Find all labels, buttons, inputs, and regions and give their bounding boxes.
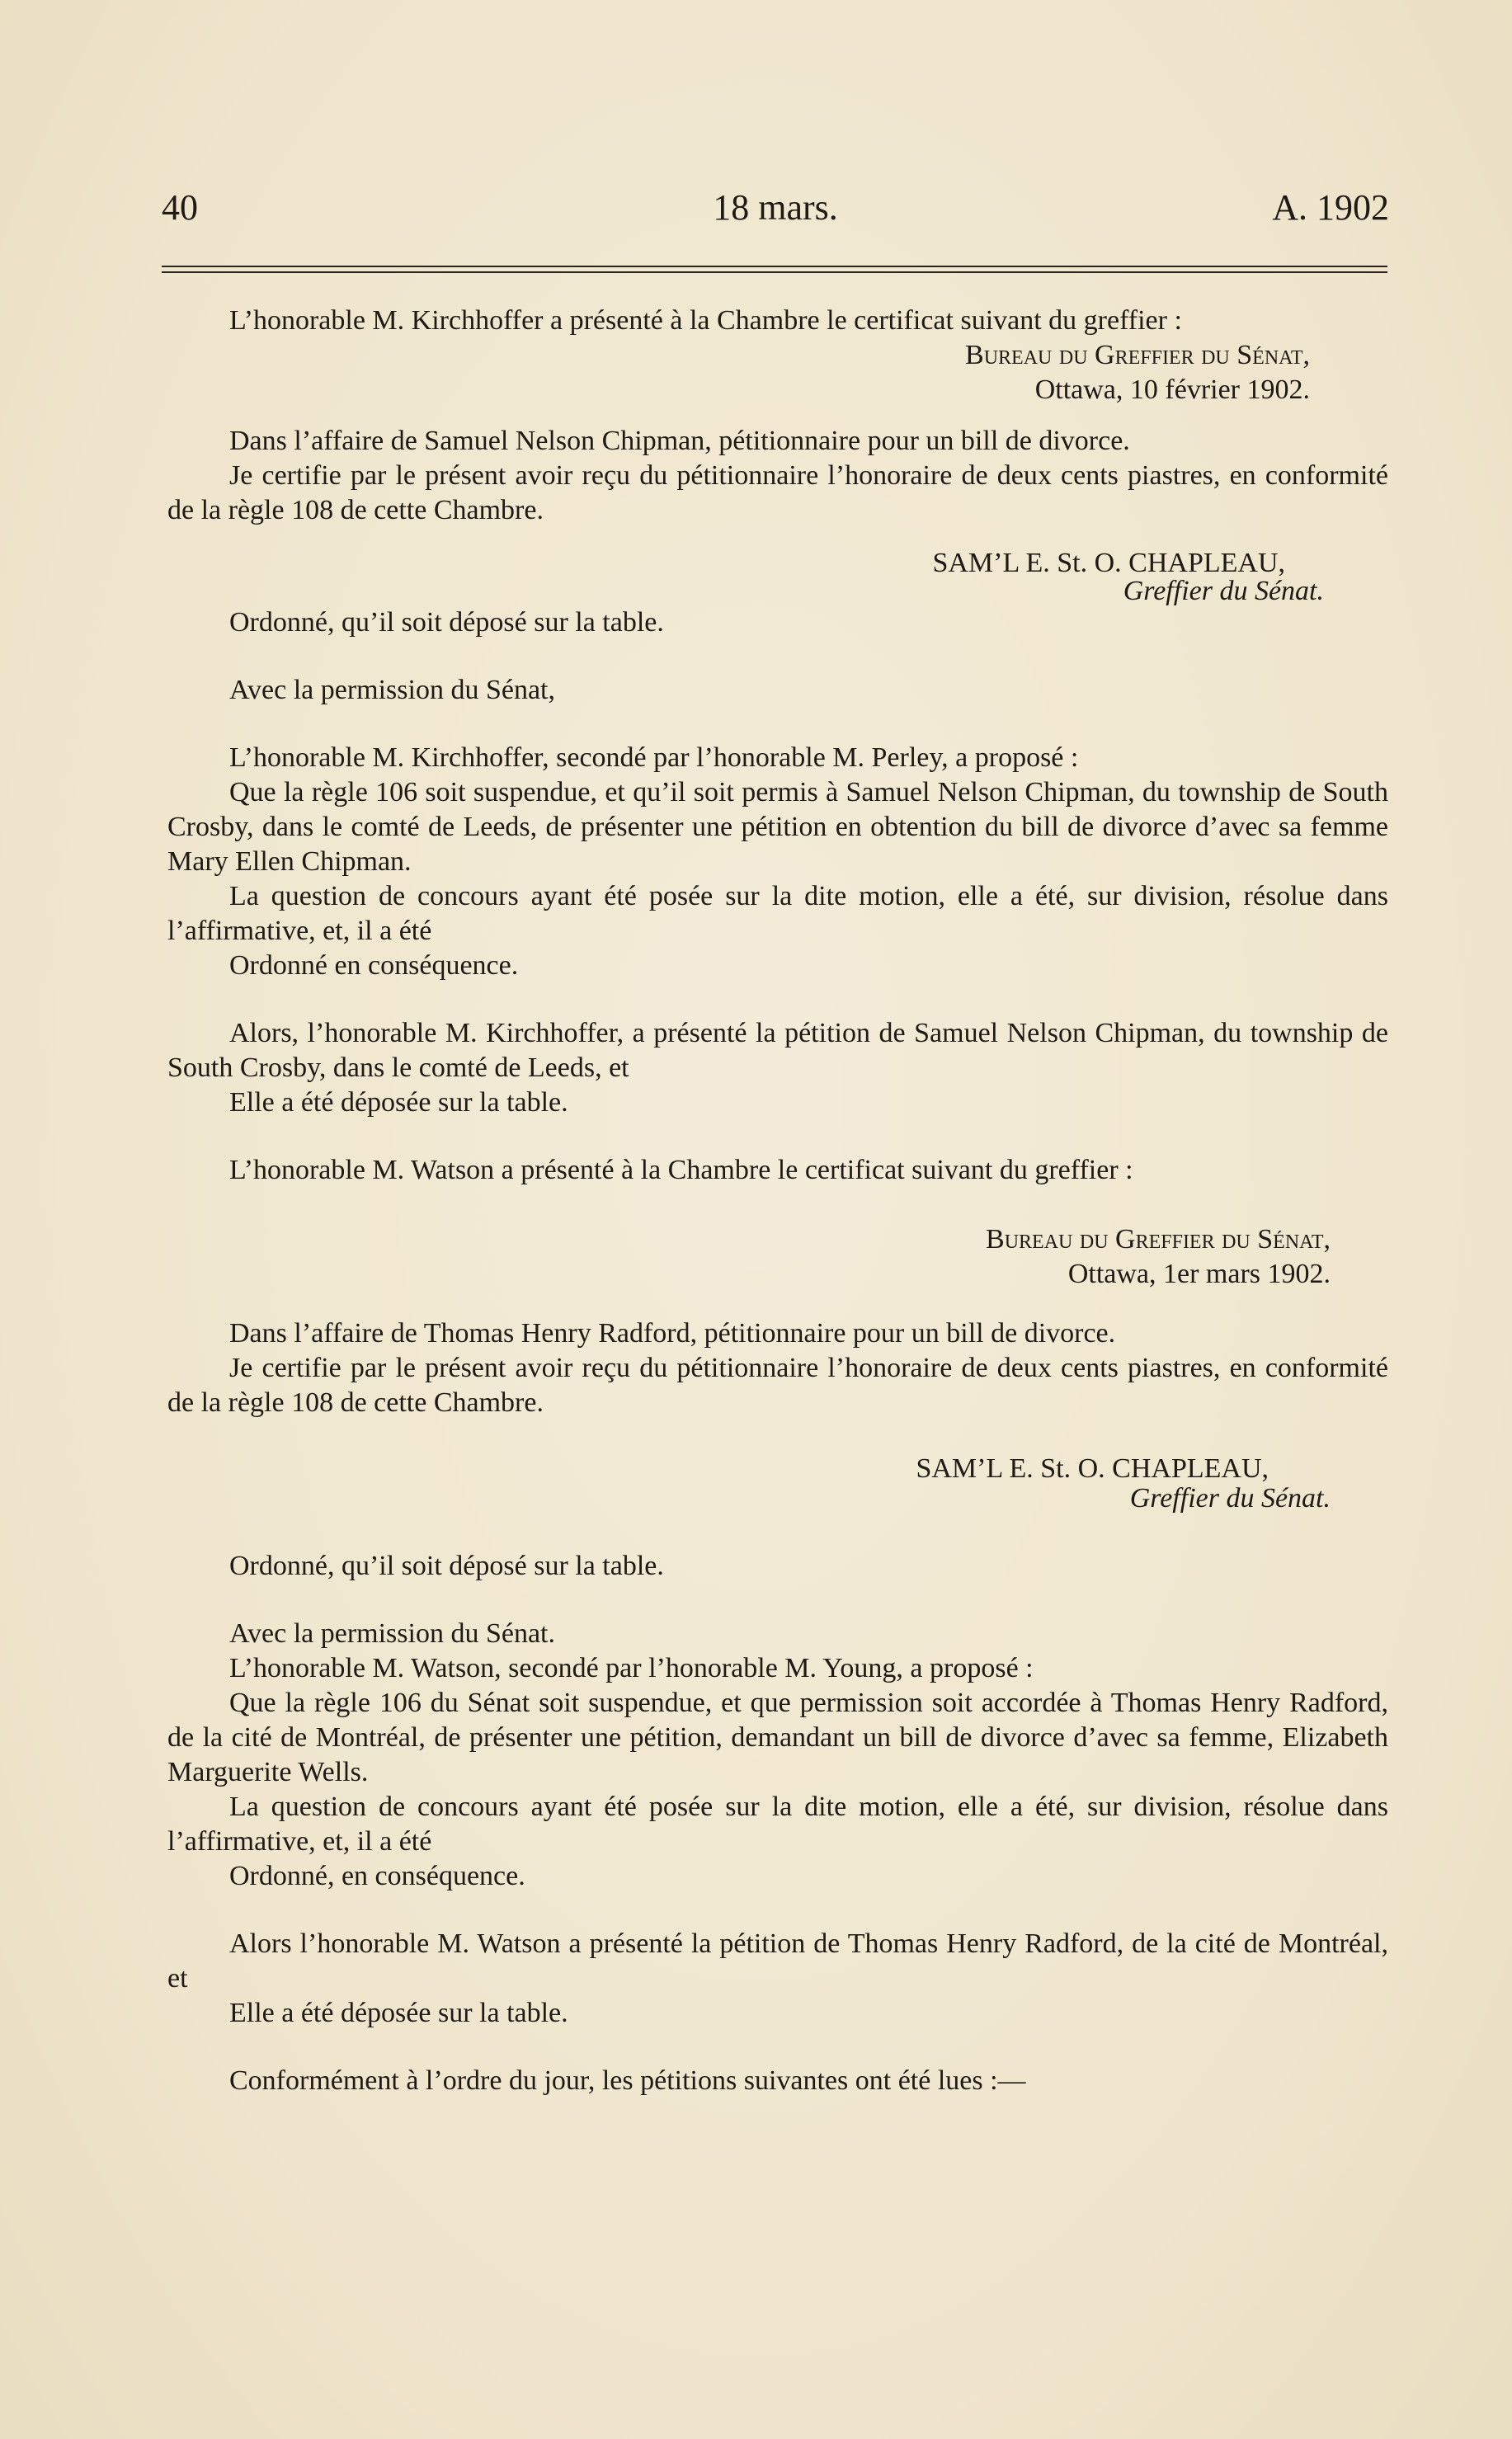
- signature: SAM’L E. St. O. CHAPLEAU,: [932, 548, 1285, 578]
- paragraph: L’honorable M. Kirchhoffer a présenté à la Chambre le certificat suivant du greffier :: [229, 305, 1182, 336]
- paragraph: L’honorable M. Kirchhoffer, secondé par l’honorable M. Perley, a proposé :: [229, 742, 1079, 773]
- paragraph: Ordonné, en conséquence.: [229, 1861, 525, 1891]
- paragraph: Elle a été déposée sur la table.: [229, 1087, 568, 1118]
- header-rule-bottom: [162, 271, 1387, 273]
- certificate-place-date: Ottawa, 1er mars 1902.: [1067, 1259, 1331, 1289]
- paragraph: Ordonné en conséquence.: [229, 950, 519, 981]
- paragraph: Avec la permission du Sénat.: [229, 1618, 556, 1649]
- certificate-text: Dans l’affaire de Thomas Henry Radford, pétitionnaire pour un bill de divorce.: [229, 1318, 1116, 1349]
- certificate-text: Je certifie par le présent avoir reçu du pétitionnaire l’honoraire de deux cents piastres, en conformité de la règle 108 de cette Chambre.: [167, 1353, 1388, 1418]
- paragraph: Elle a été déposée sur la table.: [229, 1998, 568, 2028]
- certificate-place-date: Ottawa, 10 février 1902.: [1034, 374, 1310, 405]
- signature: SAM’L E. St. O. CHAPLEAU,: [916, 1453, 1269, 1484]
- page-header: [162, 183, 1389, 233]
- paragraph: L’honorable M. Watson a présenté à la Chambre le certificat suivant du greffier :: [229, 1155, 1133, 1185]
- header-year: A. 1902: [1272, 187, 1389, 228]
- header-date: 18 mars.: [713, 187, 838, 228]
- signature-title: Greffier du Sénat.: [1129, 1483, 1331, 1514]
- signature-title: Greffier du Sénat.: [1123, 576, 1324, 606]
- paragraph: Alors l’honorable M. Watson a présenté la pétition de Thomas Henry Radford, de la cité de Montréal, et: [167, 1928, 1388, 1994]
- certificate-text: Je certifie par le présent avoir reçu du pétitionnaire l’honoraire de deux cents piastres, en conformité de la règle 108 de cette Chambre.: [167, 460, 1388, 525]
- certificate-office: Bureau du Greffier du Sénat,: [965, 340, 1310, 370]
- paragraph: Alors, l’honorable M. Kirchhoffer, a présenté la pétition de Samuel Nelson Chipman, du township de South Crosby, dans le comté de Leeds, et: [167, 1018, 1388, 1083]
- paragraph: La question de concours ayant été posée sur la dite motion, elle a été, sur division, résolue dans l’affirmative, et, il a été: [167, 1792, 1388, 1857]
- paragraph: Avec la permission du Sénat,: [229, 675, 556, 705]
- header-rule-top: [162, 266, 1387, 267]
- page-number: 40: [162, 187, 198, 228]
- document-body: [167, 304, 1388, 2098]
- certificate-office: Bureau du Greffier du Sénat,: [986, 1224, 1331, 1255]
- paragraph: Que la règle 106 soit suspendue, et qu’il soit permis à Samuel Nelson Chipman, du township de South Crosby, dans le comté de Leeds, de présenter une pétition en obtention du bill de divorce d’avec sa femme Mary Ellen Chipman.: [167, 777, 1388, 877]
- paragraph: Que la règle 106 du Sénat soit suspendue, et que permission soit accordée à Thomas Henry Radford, de la cité de Montréal, de présenter une pétition, demandant un bill de divorce d’avec sa femme, Elizabeth Marguerite Wells.: [167, 1688, 1388, 1787]
- paragraph: Ordonné, qu’il soit déposé sur la table.: [229, 607, 664, 638]
- paragraph: Conformément à l’ordre du jour, les pétitions suivantes ont été lues :—: [229, 2065, 1026, 2096]
- paragraph: La question de concours ayant été posée sur la dite motion, elle a été, sur division, résolue dans l’affirmative, et, il a été: [167, 881, 1388, 946]
- paragraph: Ordonné, qu’il soit déposé sur la table.: [229, 1551, 664, 1581]
- paragraph: L’honorable M. Watson, secondé par l’honorable M. Young, a proposé :: [229, 1653, 1034, 1683]
- certificate-text: Dans l’affaire de Samuel Nelson Chipman, pétitionnaire pour un bill de divorce.: [229, 426, 1130, 456]
